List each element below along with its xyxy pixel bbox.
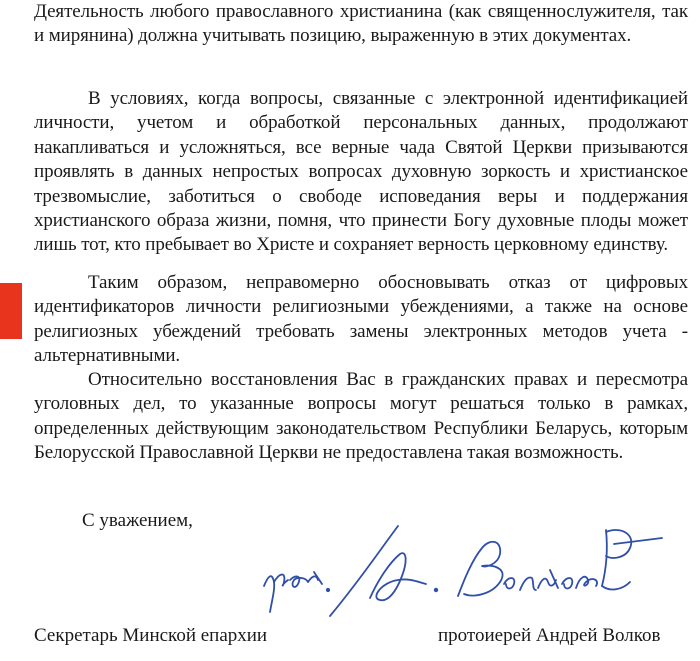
paragraph-2: В условиях, когда вопросы, связанные с электронной идентификацией личности, учетом и обработкой персональных данных, продолжают накапливаться и усложняться, все верные чада Святой Церкви призываются проявлять в данных непростых вопросах духовную зоркость и христианское трезвомыслие, заботиться о свободе исповедания веры и поддержания христианского образа жизни, помня, что принести Богу духовные плоды может лишь тот, кто пребывает во Христе и сохраняет верность церковному единству.	[34, 88, 688, 256]
closing-phrase: С уважением,	[82, 510, 193, 531]
signer-name: протоиерей Андрей Волков	[438, 625, 661, 646]
paragraph-3: Таким образом, неправомерно обосновывать отказ от цифровых идентификаторов личности религиозными убеждениями, а также на основе религиозных убеждений требовать замены электронных методов учета - альтернативными.	[34, 272, 688, 367]
highlight-marker	[0, 283, 22, 339]
paragraph-1: Деятельность любого православного христианина (как священнослужителя, так и мирянина) должна учитывать позицию, выраженную в этих документах.	[34, 1, 688, 47]
handwritten-signature	[250, 520, 670, 630]
signer-title: Секретарь Минской епархии	[34, 625, 268, 646]
paragraph-4: Относительно восстановления Вас в гражданских правах и пересмотра уголовных дел, то указанные вопросы могут решаться только в рамках, определенных действующим законодательством Республики Беларусь, которым Белорусской Православной Церкви не предоставлена такая возможность.	[34, 369, 688, 464]
